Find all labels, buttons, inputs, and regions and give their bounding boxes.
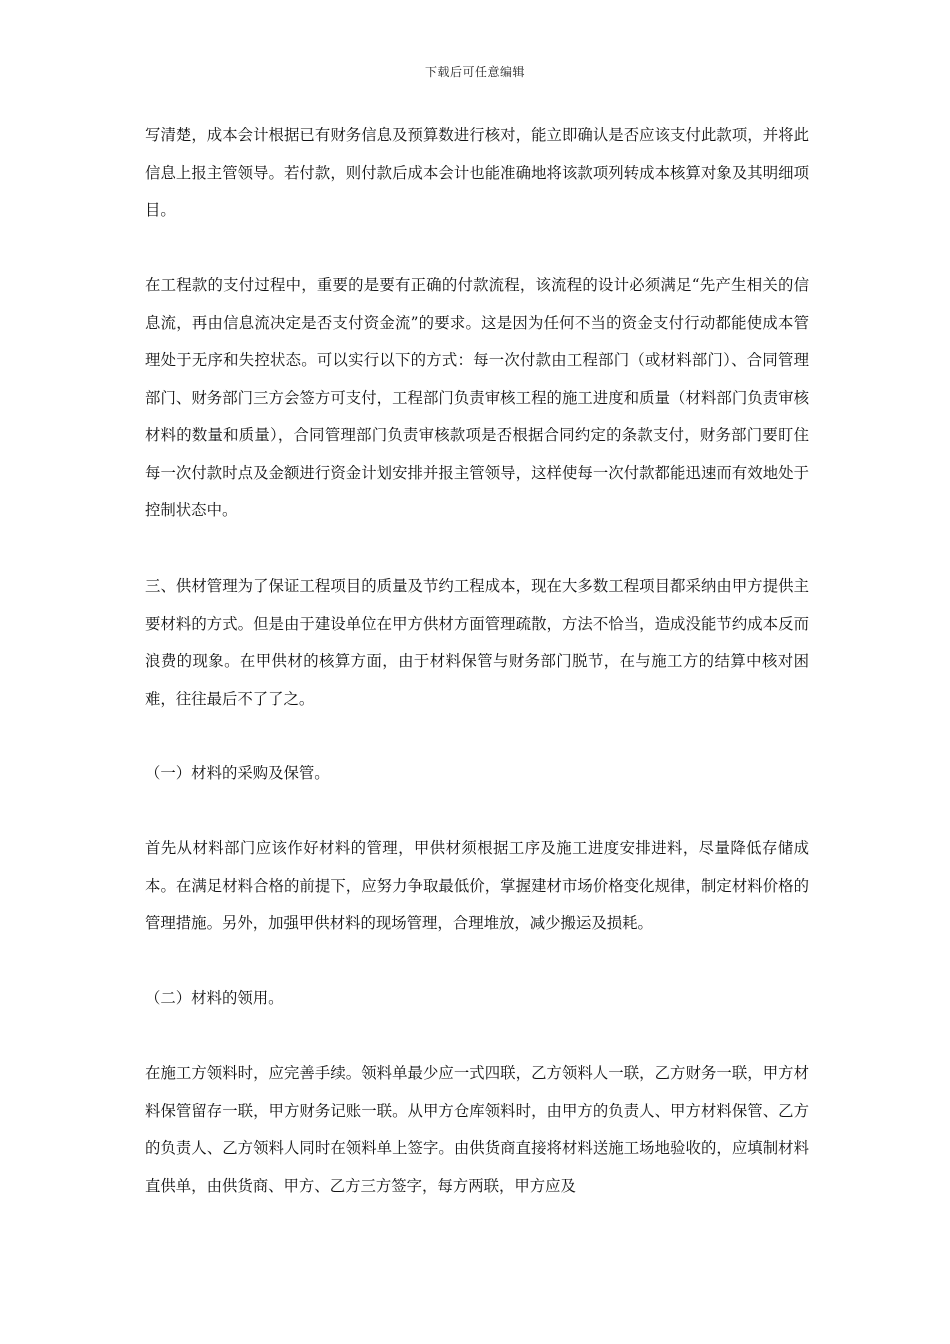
paragraph-payment-process [145,267,809,530]
paragraph-text: 在施工方领料时，应完善手续。领料单最少应一式四联，乙方领料人一联，乙方财务一联，甲方材料保管留存一联，甲方财务记账一联。从甲方仓库领料时，由甲方的负责人、甲方材料保管、乙方的负责人、乙方领料人同时在领料单上签字。由供货商直接将材料送施工场地验收的，应填制材料直供单，由供货商、甲方、乙方三方签字，每方两联，甲方应及 [145,1064,809,1195]
paragraph-procurement [145,830,809,943]
paragraph-text: 三、供材管理为了保证工程项目的质量及节约工程成本，现在大多数工程项目都采纳由甲方提供主要材料的方式。但是由于建设单位在甲方供材方面管理疏散，方法不恰当，造成没能节约成本反而浪费的现象。在甲供材的核算方面，由于材料保管与财务部门脱节，在与施工方的结算中核对困难，往往最后不了了之。 [145,577,809,708]
heading-text: （一）材料的采购及保管。 [145,764,330,782]
heading-text: （二）材料的领用。 [145,989,284,1007]
paragraph-text: 在工程款的支付过程中，重要的是要有正确的付款流程，该流程的设计必须满足“先产生相关的信息流，再由信息流决定是否支付资金流”的要求。这是因为任何不当的资金支付行动都能使成本管理处于无序和失控状态。可以实行以下的方式：每一次付款由工程部门（或材料部门）、合同管理部门、财务部门三方会签方可支付，工程部门负责审核工程的施工进度和质量（材料部门负责审核材料的数量和质量），合同管理部门负责审核款项是否根据合同约定的条款支付，财务部门要盯住每一次付款时点及金额进行资金计划安排并报主管领导，这样使每一次付款都能迅速而有效地处于控制状态中。 [145,276,809,519]
header-note: 下载后可任意编辑 [424,65,525,79]
paragraph-material-supply [145,568,809,718]
paragraph-text: 首先从材料部门应该作好材料的管理，甲供材须根据工序及施工进度安排进料，尽量降低存储成本。在满足材料合格的前提下，应努力争取最低价，掌握建材市场价格变化规律，制定材料价格的管理措施。另外，加强甲供材料的现场管理，合理堆放，减少搬运及损耗。 [145,839,809,932]
paragraph-text: 写清楚，成本会计根据已有财务信息及预算数进行核对，能立即确认是否应该支付此款项，并将此信息上报主管领导。若付款，则付款后成本会计也能准确地将该款项列转成本核算对象及其明细项目。 [145,126,809,219]
section-heading-requisition [145,980,809,1018]
paragraph-requisition [145,1055,809,1205]
section-heading-procurement [145,755,809,793]
paragraph-payment-verification [145,117,809,230]
